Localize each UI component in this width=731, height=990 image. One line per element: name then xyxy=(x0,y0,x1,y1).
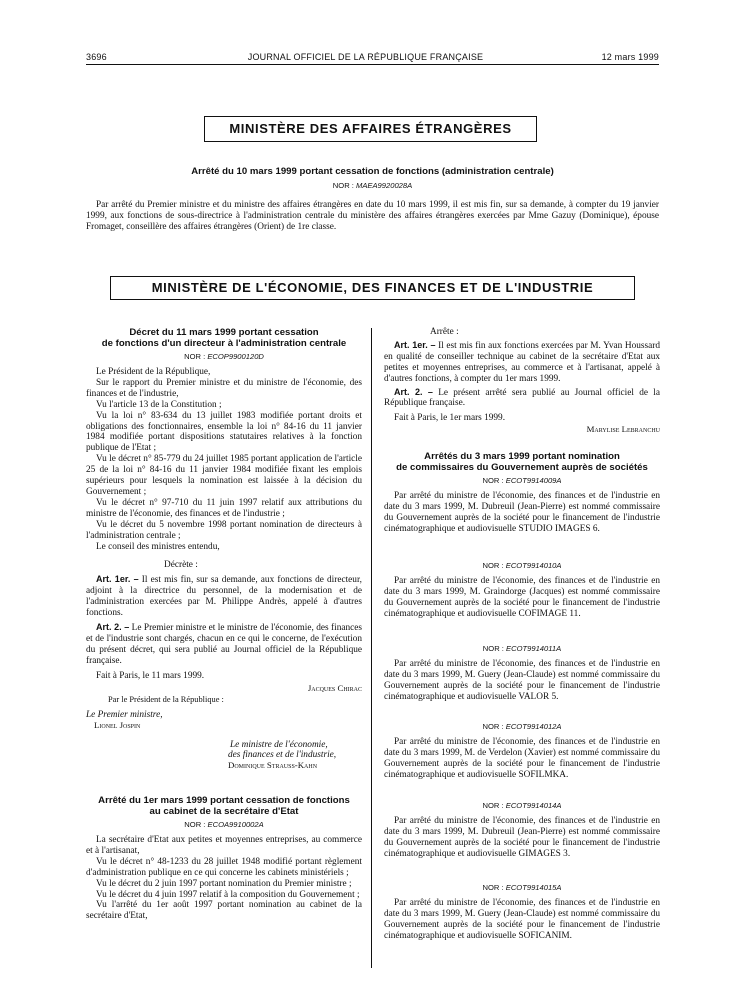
pm-name: Lionel Jospin xyxy=(94,720,141,731)
minister-name: Dominique Strauss-Kahn xyxy=(228,760,318,771)
arrete-cabinet-section xyxy=(86,795,362,922)
decret-paragraph: Vu le décret n° 85-779 du 24 juillet 1985 portant application de l'article 25 de la loi n° 84-16 du 11 janvier 1984 modifiée fixant les emplois supérieurs pour lesquels la nomination est laissée à la décision du Gouvernement ; xyxy=(86,454,362,497)
decret-paragraph: Sur le rapport du Premier ministre et du ministre de l'économie, des finances et de l'industrie, xyxy=(86,377,362,399)
nor-label: NOR : xyxy=(482,561,504,570)
decret-title-2: de fonctions d'un directeur à l'administration centrale xyxy=(101,338,347,349)
arrete-paragraph: Vu l'arrêté du 1er août 1997 portant nomination au cabinet de la secrétaire d'Etat, xyxy=(86,900,362,922)
nor-code: ECOT9914010A xyxy=(505,561,562,570)
decret-section xyxy=(86,327,362,770)
arrete-item xyxy=(384,722,660,781)
nor-code: ECOP9900120D xyxy=(207,352,264,361)
nor-line xyxy=(384,883,660,892)
decrete-label: Décrète : xyxy=(164,560,198,571)
nor-line xyxy=(86,181,659,190)
arrete-item-text: Par arrêté du ministre de l'économie, des finances et de l'industrie en date du 3 mars 1999, M. Guery (Jean-Claude) est nommé commissaire du Gouvernement auprès de la société pour le financement de l'industrie cinématographique et audiovisuelle SOFICANIM. xyxy=(384,898,660,941)
arrete-item-text: Par arrêté du ministre de l'économie, des finances et de l'industrie en date du 3 mars 1999, M. Guery (Jean-Claude) est nommé commissaire du Gouvernement auprès de la société pour le financement de l'industrie cinématographique et audiovisuelle VALOR 5. xyxy=(384,659,660,702)
nor-line xyxy=(384,644,660,653)
nor-label: NOR : xyxy=(482,722,504,731)
ministry-affaires-etrangeres-box xyxy=(204,116,537,142)
decret-paragraph: Vu le décret n° 97-710 du 11 juin 1997 relatif aux attributions du ministre de l'économie, des finances et de l'industrie ; xyxy=(86,497,362,519)
article-2 xyxy=(384,387,660,410)
article-text: Il est mis fin aux fonctions exercées par M. Yvan Houssard en qualité de conseiller technique au cabinet de la secrétaire d'Etat aux petites et moyennes entreprises, au commerce et à l'artisanat, appelé à d'autres fonctions, à compter du 1er mars 1999. xyxy=(384,340,660,384)
arrete-title: Arrêté du 10 mars 1999 portant cessation de fonctions (administration centrale) xyxy=(191,166,554,177)
par-le-president: Par le Président de la République : xyxy=(108,695,224,705)
arrete-paragraph: Vu le décret du 2 juin 1997 portant nomination du Premier ministre ; xyxy=(96,878,352,889)
nor-label: NOR : xyxy=(482,801,504,810)
decret-paragraph: Vu la loi n° 83-634 du 13 juillet 1983 modifiée portant droits et obligations des fonctionnaires, ensemble la loi n° 84-16 du 11 janvier 1984 modifiée portant dispositions statutaires relatives à la fonction publique de l'Etat ; xyxy=(86,410,362,454)
arrete-paragraph: La secrétaire d'Etat aux petites et moyennes entreprises, au commerce et à l'artisanat, xyxy=(86,835,362,856)
arrete-body xyxy=(86,835,362,922)
article-label: Art. 2. – xyxy=(394,386,433,397)
article-label: Art. 2. – xyxy=(96,621,130,632)
arrete-paragraph: Vu le décret n° 48-1233 du 28 juillet 1948 modifié portant règlement d'administration publique en ce qui concerne les cabinets ministériels ; xyxy=(86,856,362,878)
nor-label: NOR : xyxy=(332,181,354,190)
nor-line xyxy=(86,820,362,829)
arrete-item xyxy=(384,476,660,535)
article-text: Il est mis fin, sur sa demande, aux fonctions de directeur, adjoint à la directrice du personnel, de la modernisation et de l'administration exercées par M. Philippe Andrès, appelé à d'autres fonctions. xyxy=(86,575,362,619)
decret-paragraph: Vu le décret du 5 novembre 1998 portant nomination de directeurs à l'administration centrale ; xyxy=(86,519,362,541)
arretes-commissaires-section xyxy=(384,451,660,473)
minister-title-2: des finances et de l'industrie, xyxy=(228,750,337,761)
nor-code: MAEA9920028A xyxy=(356,181,413,190)
ministry-economie-box xyxy=(110,276,635,300)
page-number: 3696 xyxy=(86,52,107,62)
arrete-item xyxy=(384,801,660,860)
nor-line xyxy=(86,352,362,361)
article-text: Le présent arrêté sera publié au Journal officiel de la République française. xyxy=(384,387,660,409)
article-1 xyxy=(86,574,362,619)
article-text: Le Premier ministre et le ministre de l'économie, des finances et de l'industrie sont chargés, chacun en ce qui le concerne, de l'exécution du présent décret, qui sera publié au Journal officiel de la République française. xyxy=(86,622,362,666)
ministry-title: MINISTÈRE DES AFFAIRES ÉTRANGÈRES xyxy=(229,121,512,136)
nor-code: ECOT9914014A xyxy=(505,801,562,810)
article-label: Art. 1er. – xyxy=(394,339,436,350)
nor-line xyxy=(384,722,660,731)
nor-code: ECOT9914011A xyxy=(506,644,562,653)
ministry-title: MINISTÈRE DE L'ÉCONOMIE, DES FINANCES ET DE L'INDUSTRIE xyxy=(151,280,594,295)
journal-date: 12 mars 1999 xyxy=(601,52,659,62)
pm-title: Le Premier ministre, xyxy=(86,710,163,721)
signer: Marylise Lebranchu xyxy=(586,424,660,435)
decret-paragraph: Le Président de la République, xyxy=(96,367,211,377)
arretes-title-2: de commissaires du Gouvernement auprès de sociétés xyxy=(396,462,648,473)
column-divider xyxy=(371,328,372,968)
done-at: Fait à Paris, le 11 mars 1999. xyxy=(96,670,205,681)
nor-label: NOR : xyxy=(482,476,504,485)
arrete-label: Arrête : xyxy=(430,327,459,337)
arrete-item-text: Par arrêté du ministre de l'économie, des finances et de l'industrie en date du 3 mars 1999, M. de Verdelon (Xavier) est nommé commissaire du Gouvernement auprès de la société pour le financement de l'industrie cinématographique et audiovisuelle SOFILMKA. xyxy=(384,737,660,780)
nor-label: NOR : xyxy=(482,644,504,653)
arrete-paragraph: Par arrêté du Premier ministre et du ministre des affaires étrangères en date du 10 mars 1999, il est mis fin, sur sa demande, à compter du 19 janvier 1999, aux fonctions de sous-directrice à l'administration centrale du ministère des affaires étrangères exercées par Mme Gazuy (Dominique), épouse Fromaget, conseillère des affaires étrangères (Orient) de 1re classe. xyxy=(86,200,659,232)
signer: Jacques Chirac xyxy=(307,683,362,694)
decret-paragraph: Le conseil des ministres entendu, xyxy=(96,541,220,552)
journal-title: JOURNAL OFFICIEL DE LA RÉPUBLIQUE FRANÇAISE xyxy=(247,52,484,62)
nor-code: ECOT9914015A xyxy=(505,883,562,892)
nor-label: NOR : xyxy=(482,883,504,892)
arrete-title-2: au cabinet de la secrétaire d'Etat xyxy=(149,806,299,817)
nor-line xyxy=(384,476,660,485)
arrete-body xyxy=(86,200,659,233)
decret-paragraph: Vu l'article 13 de la Constitution ; xyxy=(96,399,222,410)
minister-title-1: Le ministre de l'économie, xyxy=(230,740,328,751)
nor-label: NOR : xyxy=(184,352,206,361)
arrete-item-text: Par arrêté du ministre de l'économie, des finances et de l'industrie en date du 3 mars 1999, M. Dubreuil (Jean-Pierre) est nommé commissaire du Gouvernement auprès de la société pour le financement de l'industrie cinématographique et audiovisuelle GIMAGES 3. xyxy=(384,816,660,859)
nor-code: ECOT9914012A xyxy=(505,722,562,731)
article-1 xyxy=(384,340,660,385)
article-label: Art. 1er. – xyxy=(96,574,139,585)
article-2 xyxy=(86,622,362,667)
nor-line xyxy=(384,561,660,570)
nor-code: ECOT9914009A xyxy=(505,476,562,485)
nor-code: ECOA9910002A xyxy=(207,820,264,829)
nor-line xyxy=(384,801,660,810)
done-at: Fait à Paris, le 1er mars 1999. xyxy=(394,413,506,424)
arrete-paragraph: Vu le décret du 4 juin 1997 relatif à la composition du Gouvernement ; xyxy=(96,889,360,900)
decret-body xyxy=(86,367,362,681)
arretes-title-1: Arrêtés du 3 mars 1999 portant nomination xyxy=(424,451,620,462)
arrete-title-1: Arrêté du 1er mars 1999 portant cessation de fonctions xyxy=(98,795,350,806)
arrete-item xyxy=(384,561,660,620)
header-rule xyxy=(86,64,659,65)
nor-label: NOR : xyxy=(184,820,206,829)
arrete-item-text: Par arrêté du ministre de l'économie, des finances et de l'industrie en date du 3 mars 1999, M. Dubreuil (Jean-Pierre) est nommé commissaire du Gouvernement auprès de la société pour le financement de l'industrie cinématographique et audiovisuelle STUDIO IMAGES 6. xyxy=(384,491,660,534)
arrete-cabinet-continued xyxy=(384,327,660,435)
decret-title-1: Décret du 11 mars 1999 portant cessation xyxy=(129,327,319,338)
arrete-item xyxy=(384,883,660,942)
arrete-item-text: Par arrêté du ministre de l'économie, des finances et de l'industrie en date du 3 mars 1999, M. Graindorge (Jacques) est nommé commissaire du Gouvernement auprès de la société pour le financement de l'industrie cinématographique et audiovisuelle COFIMAGE 11. xyxy=(384,576,660,619)
arrete-item xyxy=(384,644,660,703)
